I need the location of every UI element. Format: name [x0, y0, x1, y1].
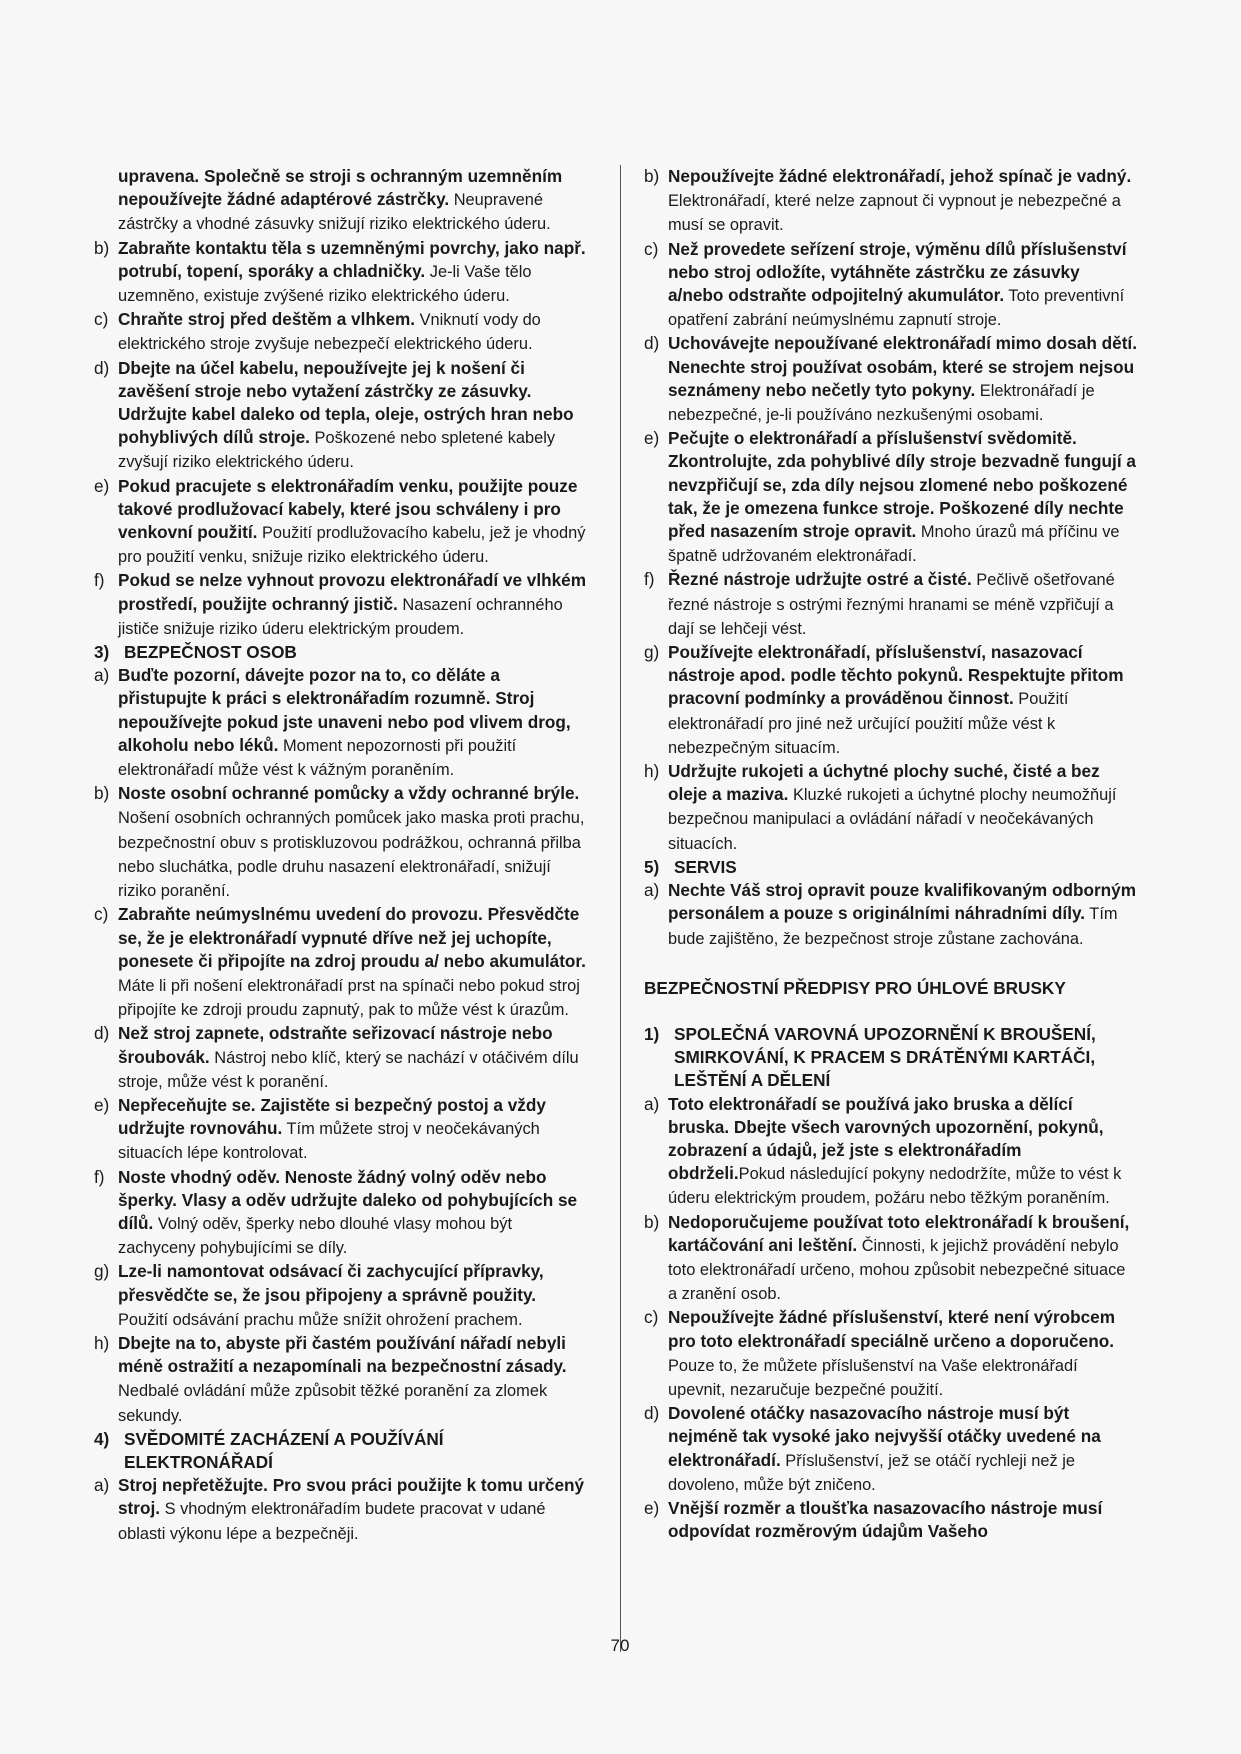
item-2c: c) Chraňte stroj před deštěm a vlhkem. Vniknutí vody do elektrického stroje zvyšuje nebezpečí elektrického úderu.: [94, 309, 541, 354]
item-g1b: b) Nedoporučujeme používat toto elektronářadí k broušení, kartáčování ani leštění. Činnosti, k jejichž provádění nebylo toto elektronářadí určeno, mohou způsobit nebezpečné situace a zranění osob.: [644, 1211, 1130, 1304]
subsection-1-heading: 1) SPOLEČNÁ VAROVNÁ UPOZORNĚNÍ K BROUŠENÍ, SMIRKOVÁNÍ, K PRACEM S DRÁTĚNÝMI KARTÁČI, LEŠTĚNÍ A DĚLENÍ: [644, 1023, 1096, 1091]
item-5a: a) Nechte Váš stroj opravit pouze kvalifikovaným odborným personálem a pouze s originálními náhradními díly. Tím bude zajištěno, že bezpečnost stroje zůstane zachována.: [644, 880, 1137, 948]
continued-item: upravena. Společně se stroji s ochranným uzemněním nepoužívejte žádné adaptérové zástrčky. Neupravené zástrčky a vhodné zásuvky snižují riziko elektrického úderu.: [118, 166, 563, 234]
item-3a: a) Buďte pozorní, dávejte pozor na to, co děláte a přistupujte k práci s elektronářadím rozumně. Stroj nepoužívejte pokud jste unaveni nebo pod vlivem drog, alkoholu nebo léků. Moment nepozornosti při použití elektronářadí může vést k vážným poraněním.: [94, 665, 571, 780]
column-divider: [620, 165, 621, 1652]
item-3d: d) Než stroj zapnete, odstraňte seřizovací nástroje nebo šroubovák. Nástroj nebo klíč, který se nachází v otáčivém dílu stroje, může vést k poranění.: [94, 1023, 579, 1091]
item-g1a: a) Toto elektronářadí se používá jako bruska a dělící bruska. Dbejte všech varovných upozornění, pokynů, zobrazení a údajů, jež jste s elektronářadím obdrželi.Pokud následující pokyny nedodržíte, může to vést k úderu elektrickým proudem, požáru nebo těžkým poraněním.: [644, 1093, 1122, 1208]
item-2f: f) Pokud se nelze vyhnout provozu elektronářadí ve vlhkém prostředí, použijte ochranný jistič. Nasazení ochranného jističe snižuje riziko úderu elektrickým proudem.: [94, 570, 587, 638]
section-4-heading: 4) SVĚDOMITÉ ZACHÁZENÍ A POUŽÍVÁNÍ ELEKTRONÁŘADÍ: [94, 1428, 444, 1472]
item-g1d: d) Dovolené otáčky nasazovacího nástroje musí být nejméně tak vysoké jako nejvyšší otáčky uvedené na elektronářadí. Příslušenství, jež se otáčí rychleji než je dovoleno, může být zničeno.: [644, 1403, 1101, 1494]
angle-grinder-safety-heading: BEZPEČNOSTNÍ PŘEDPISY PRO ÚHLOVÉ BRUSKY: [644, 977, 1066, 998]
item-4f: f) Řezné nástroje udržujte ostré a čisté. Pečlivě ošetřované řezné nástroje s ostrými řeznými hranami se méně vzpřičují a dají se lehčeji vést.: [644, 569, 1115, 638]
item-4h: h) Udržujte rukojeti a úchytné plochy suché, čisté a bez oleje a maziva. Kluzké rukojeti a úchytné plochy neumožňují bezpečnou manipulaci a ovládání nářadí v neočekávaných situacích.: [644, 761, 1117, 853]
item-4a: a) Stroj nepřetěžujte. Pro svou práci použijte k tomu určený stroj. S vhodným elektronářadím budete pracovat v udané oblasti výkonu lépe a bezpečněji.: [94, 1475, 585, 1543]
item-3f: f) Noste vhodný oděv. Nenoste žádný volný oděv nebo šperky. Vlasy a oděv udržujte daleko od pohybujících se dílů. Volný oděv, šperky nebo dlouhé vlasy mohou být zachyceny pohybujícími se díly.: [94, 1166, 578, 1258]
item-2b: b) Zabraňte kontaktu těla s uzemněnými povrchy, jako např. potrubí, topení, sporáky a chladničky. Je-li Vaše tělo uzemněno, existuje zvýšené riziko elektrického úderu.: [94, 237, 586, 306]
page-number: 70: [610, 1636, 630, 1655]
item-4g: g) Používejte elektronářadí, příslušenství, nasazovací nástroje apod. podle těchto pokynů. Respektujte přitom pracovní podmínky a prováděnou činnost. Použití elektronářadí pro jiné než určující použití může vést k nebezpečným situacím.: [644, 642, 1124, 757]
item-4d: d) Uchovávejte nepoužívané elektronářadí mimo dosah dětí. Nenechte stroj používat osobám, které se strojem nejsou seznámeny nebo nečetly tyto pokyny. Elektronářadí je nebezpečné, je-li používáno nezkušenými osobami.: [644, 333, 1137, 425]
section-5-heading: 5) SERVIS: [644, 856, 737, 877]
item-3c: c) Zabraňte neúmyslnému uvedení do provozu. Přesvědčte se, že je elektronářadí vypnuté dříve než jej uchopíte, ponesete či připojíte na zdroj proudu a/ nebo akumulátor. Máte li při nošení elektronářadí prst na spínači nebo pokud stroj připojíte ke zdroji proudu zapnutý, pak to může vést k úrazům.: [94, 904, 586, 1020]
item-g1c: c) Nepoužívejte žádné příslušenství, které není výrobcem pro toto elektronářadí speciálně určeno a doporučeno. Pouze to, že můžete příslušenství na Vaše elektronářadí upevnit, nezaručuje bezpečné použití.: [644, 1307, 1116, 1399]
item-4b: b) Nepoužívejte žádné elektronářadí, jehož spínač je vadný. Elektronářadí, které nelze zapnout či vypnout je nebezpečné a musí se opravit.: [644, 166, 1132, 235]
item-3g: g) Lze-li namontovat odsávací či zachycující přípravky, přesvědčte se, že jsou připojeny a správně použity. Použití odsávání prachu může snížit ohrožení prachem.: [94, 1261, 544, 1329]
item-3e: e) Nepřeceňujte se. Zajistěte si bezpečný postoj a vždy udržujte rovnováhu. Tím můžete stroj v neočekávaných situacích lépe kontrolovat.: [94, 1094, 546, 1163]
item-2d: d) Dbejte na účel kabelu, nepoužívejte jej k nošení či zavěšení stroje nebo vytažení zástrčky ze zásuvky. Udržujte kabel daleko od tepla, oleje, ostrých hran nebo pohyblivých dílů stroje. Poškozené nebo spletené kabely zvyšují riziko elektrického úderu.: [94, 357, 574, 472]
item-3h: h) Dbejte na to, abyste při častém používání nářadí nebyli méně ostražití a nezapomínali na bezpečnostní zásady. Nedbalé ovládání může způsobit těžké poranění za zlomek sekundy.: [94, 1332, 567, 1425]
left-column: [94, 165, 587, 1546]
item-3b: b) Noste osobní ochranné pomůcky a vždy ochranné brýle. Nošení osobních ochranných pomůcek jako maska proti prachu, bezpečnostní obuv s protiskluzovou podrážkou, ochranná přilba nebo sluchátka, podle druhu nasazení elektronářadí, snižují riziko poranění.: [94, 783, 585, 901]
item-4e: e) Pečujte o elektronářadí a příslušenství svědomitě. Zkontrolujte, zda pohyblivé díly stroje bezvadně fungují a nevzpřičují se, zda díly nejsou zlomené nebo poškozené tak, že je omezena funkce stroje. Poškozené díly nechte před nasazením stroje opravit. Mnoho úrazů má příčinu ve špatně udržovaném elektronářadí.: [644, 428, 1136, 566]
item-2e: e) Pokud pracujete s elektronářadím venku, použijte pouze takové prodlužovací kabely, které jsou schváleny i pro venkovní použití. Použití prodlužovacího kabelu, jež je vhodný pro použití venku, snižuje riziko elektrického úderu.: [94, 475, 586, 567]
item-g1e: e) Vnější rozměr a tloušťka nasazovacího nástroje musí odpovídat rozměrovým údajům Vašeho: [644, 1497, 1103, 1542]
section-3-heading: 3) BEZPEČNOST OSOB: [94, 642, 297, 663]
right-column: [644, 165, 1137, 1544]
item-4c: c) Než provedete seřízení stroje, výměnu dílů příslušenství nebo stroj odložíte, vytáhněte zástrčku ze zásuvky a/nebo odstraňte odpojitelný akumulátor. Toto preventivní opatření zabrání neúmyslnému zapnutí stroje.: [644, 238, 1127, 330]
